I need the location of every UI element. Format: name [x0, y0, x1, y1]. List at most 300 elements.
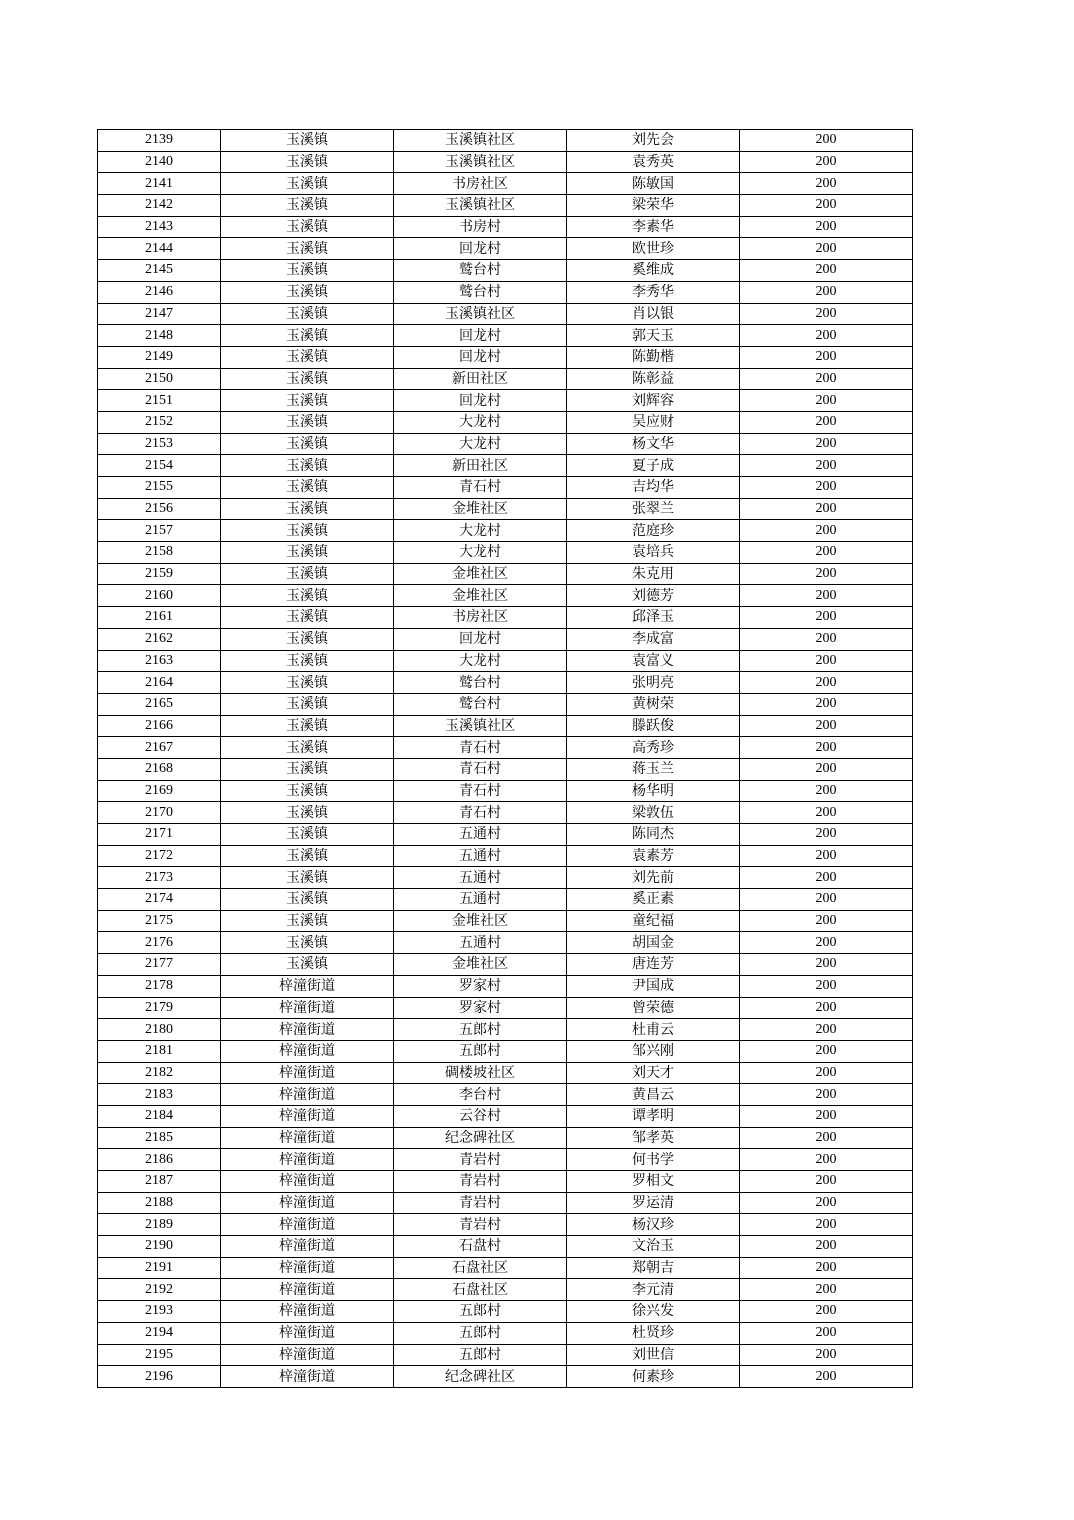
cell-amount: 200	[740, 1062, 913, 1084]
cell-person-name: 刘先会	[567, 130, 740, 152]
cell-number: 2153	[98, 433, 221, 455]
cell-number: 2193	[98, 1301, 221, 1323]
cell-village: 纪念碑社区	[394, 1366, 567, 1388]
cell-village: 大龙村	[394, 542, 567, 564]
cell-person-name: 张翠兰	[567, 498, 740, 520]
cell-amount: 200	[740, 1301, 913, 1323]
table-row	[98, 260, 913, 282]
cell-village: 五通村	[394, 867, 567, 889]
cell-village: 罗家村	[394, 975, 567, 997]
cell-number: 2181	[98, 1040, 221, 1062]
cell-town: 玉溪镇	[221, 932, 394, 954]
cell-person-name: 罗运清	[567, 1192, 740, 1214]
cell-person-name: 尹国成	[567, 975, 740, 997]
cell-village: 青石村	[394, 780, 567, 802]
cell-amount: 200	[740, 151, 913, 173]
cell-amount: 200	[740, 1019, 913, 1041]
table-row	[98, 628, 913, 650]
cell-amount: 200	[740, 802, 913, 824]
cell-village: 回龙村	[394, 325, 567, 347]
cell-village: 碉楼坡社区	[394, 1062, 567, 1084]
table-row	[98, 1257, 913, 1279]
cell-town: 玉溪镇	[221, 260, 394, 282]
cell-town: 玉溪镇	[221, 303, 394, 325]
cell-person-name: 杜贤珍	[567, 1322, 740, 1344]
cell-number: 2184	[98, 1105, 221, 1127]
cell-person-name: 邹孝英	[567, 1127, 740, 1149]
table-row	[98, 802, 913, 824]
cell-number: 2179	[98, 997, 221, 1019]
cell-person-name: 范庭珍	[567, 520, 740, 542]
table-row	[98, 997, 913, 1019]
cell-town: 梓潼街道	[221, 1062, 394, 1084]
cell-amount: 200	[740, 390, 913, 412]
cell-person-name: 杨文华	[567, 433, 740, 455]
cell-town: 梓潼街道	[221, 1214, 394, 1236]
cell-person-name: 刘德芳	[567, 585, 740, 607]
cell-amount: 200	[740, 845, 913, 867]
cell-person-name: 梁荣华	[567, 195, 740, 217]
cell-town: 玉溪镇	[221, 238, 394, 260]
cell-town: 梓潼街道	[221, 1366, 394, 1388]
cell-number: 2185	[98, 1127, 221, 1149]
cell-number: 2161	[98, 607, 221, 629]
cell-town: 玉溪镇	[221, 368, 394, 390]
cell-number: 2194	[98, 1322, 221, 1344]
cell-amount: 200	[740, 1257, 913, 1279]
table-row	[98, 758, 913, 780]
cell-person-name: 滕跃俊	[567, 715, 740, 737]
table-row	[98, 1171, 913, 1193]
cell-person-name: 刘辉容	[567, 390, 740, 412]
cell-amount: 200	[740, 1214, 913, 1236]
table-body	[98, 130, 913, 1388]
cell-town: 玉溪镇	[221, 130, 394, 152]
table-row	[98, 1127, 913, 1149]
cell-person-name: 胡国金	[567, 932, 740, 954]
cell-town: 玉溪镇	[221, 780, 394, 802]
cell-village: 书房社区	[394, 173, 567, 195]
cell-town: 玉溪镇	[221, 954, 394, 976]
cell-person-name: 奚正素	[567, 889, 740, 911]
cell-person-name: 曾荣德	[567, 997, 740, 1019]
cell-person-name: 邱泽玉	[567, 607, 740, 629]
cell-village: 石盘村	[394, 1236, 567, 1258]
cell-amount: 200	[740, 303, 913, 325]
cell-number: 2172	[98, 845, 221, 867]
cell-amount: 200	[740, 455, 913, 477]
cell-amount: 200	[740, 867, 913, 889]
table-row	[98, 845, 913, 867]
cell-number: 2163	[98, 650, 221, 672]
cell-number: 2168	[98, 758, 221, 780]
cell-person-name: 杨汉珍	[567, 1214, 740, 1236]
table-row	[98, 303, 913, 325]
table-row	[98, 1322, 913, 1344]
cell-amount: 200	[740, 1322, 913, 1344]
cell-number: 2140	[98, 151, 221, 173]
cell-person-name: 袁培兵	[567, 542, 740, 564]
cell-village: 大龙村	[394, 520, 567, 542]
cell-town: 梓潼街道	[221, 1149, 394, 1171]
cell-village: 青岩村	[394, 1214, 567, 1236]
cell-town: 梓潼街道	[221, 1127, 394, 1149]
cell-number: 2155	[98, 477, 221, 499]
cell-town: 梓潼街道	[221, 997, 394, 1019]
cell-town: 梓潼街道	[221, 1279, 394, 1301]
cell-town: 玉溪镇	[221, 151, 394, 173]
table-row	[98, 607, 913, 629]
cell-person-name: 吴应财	[567, 411, 740, 433]
cell-person-name: 李元清	[567, 1279, 740, 1301]
cell-village: 玉溪镇社区	[394, 151, 567, 173]
cell-person-name: 文治玉	[567, 1236, 740, 1258]
cell-person-name: 何素珍	[567, 1366, 740, 1388]
cell-village: 五通村	[394, 824, 567, 846]
cell-number: 2166	[98, 715, 221, 737]
table-row	[98, 1301, 913, 1323]
table-row	[98, 585, 913, 607]
cell-number: 2159	[98, 563, 221, 585]
cell-town: 梓潼街道	[221, 1344, 394, 1366]
cell-person-name: 罗相文	[567, 1171, 740, 1193]
cell-amount: 200	[740, 932, 913, 954]
cell-person-name: 陈同杰	[567, 824, 740, 846]
cell-amount: 200	[740, 650, 913, 672]
cell-town: 玉溪镇	[221, 411, 394, 433]
cell-person-name: 奚维成	[567, 260, 740, 282]
cell-person-name: 邹兴刚	[567, 1040, 740, 1062]
table-row	[98, 975, 913, 997]
cell-amount: 200	[740, 477, 913, 499]
cell-amount: 200	[740, 281, 913, 303]
cell-amount: 200	[740, 910, 913, 932]
cell-number: 2195	[98, 1344, 221, 1366]
cell-town: 玉溪镇	[221, 195, 394, 217]
cell-amount: 200	[740, 1279, 913, 1301]
cell-amount: 200	[740, 563, 913, 585]
cell-person-name: 何书学	[567, 1149, 740, 1171]
cell-town: 玉溪镇	[221, 824, 394, 846]
cell-person-name: 陈敏国	[567, 173, 740, 195]
cell-village: 书房社区	[394, 607, 567, 629]
cell-number: 2191	[98, 1257, 221, 1279]
cell-town: 梓潼街道	[221, 1084, 394, 1106]
table-row	[98, 151, 913, 173]
cell-town: 玉溪镇	[221, 455, 394, 477]
table-row	[98, 390, 913, 412]
cell-person-name: 梁敦伍	[567, 802, 740, 824]
cell-amount: 200	[740, 216, 913, 238]
cell-village: 五通村	[394, 889, 567, 911]
cell-village: 石盘社区	[394, 1279, 567, 1301]
cell-amount: 200	[740, 693, 913, 715]
table-row	[98, 932, 913, 954]
table-row	[98, 173, 913, 195]
cell-village: 新田社区	[394, 368, 567, 390]
cell-village: 金堆社区	[394, 498, 567, 520]
cell-town: 玉溪镇	[221, 433, 394, 455]
table-row	[98, 1040, 913, 1062]
cell-town: 玉溪镇	[221, 650, 394, 672]
cell-town: 玉溪镇	[221, 563, 394, 585]
cell-town: 玉溪镇	[221, 520, 394, 542]
cell-village: 大龙村	[394, 411, 567, 433]
cell-town: 梓潼街道	[221, 975, 394, 997]
cell-town: 玉溪镇	[221, 542, 394, 564]
table-row	[98, 216, 913, 238]
cell-person-name: 欧世珍	[567, 238, 740, 260]
cell-number: 2151	[98, 390, 221, 412]
cell-person-name: 谭孝明	[567, 1105, 740, 1127]
cell-amount: 200	[740, 1084, 913, 1106]
cell-town: 玉溪镇	[221, 693, 394, 715]
cell-amount: 200	[740, 130, 913, 152]
cell-village: 鹫台村	[394, 693, 567, 715]
cell-town: 梓潼街道	[221, 1019, 394, 1041]
cell-town: 梓潼街道	[221, 1171, 394, 1193]
cell-amount: 200	[740, 585, 913, 607]
cell-amount: 200	[740, 607, 913, 629]
cell-village: 金堆社区	[394, 585, 567, 607]
cell-number: 2164	[98, 672, 221, 694]
cell-amount: 200	[740, 433, 913, 455]
cell-number: 2165	[98, 693, 221, 715]
cell-amount: 200	[740, 737, 913, 759]
cell-village: 五通村	[394, 932, 567, 954]
cell-town: 玉溪镇	[221, 758, 394, 780]
cell-village: 回龙村	[394, 346, 567, 368]
cell-village: 金堆社区	[394, 910, 567, 932]
cell-number: 2145	[98, 260, 221, 282]
cell-town: 玉溪镇	[221, 889, 394, 911]
cell-village: 大龙村	[394, 433, 567, 455]
table-row	[98, 195, 913, 217]
cell-number: 2139	[98, 130, 221, 152]
cell-number: 2176	[98, 932, 221, 954]
cell-number: 2146	[98, 281, 221, 303]
cell-amount: 200	[740, 1105, 913, 1127]
cell-village: 青石村	[394, 758, 567, 780]
cell-number: 2177	[98, 954, 221, 976]
cell-person-name: 陈彰益	[567, 368, 740, 390]
cell-amount: 200	[740, 520, 913, 542]
cell-town: 玉溪镇	[221, 498, 394, 520]
cell-village: 五通村	[394, 845, 567, 867]
cell-person-name: 肖以银	[567, 303, 740, 325]
cell-amount: 200	[740, 1040, 913, 1062]
cell-amount: 200	[740, 1171, 913, 1193]
cell-village: 五郎村	[394, 1344, 567, 1366]
cell-town: 梓潼街道	[221, 1040, 394, 1062]
cell-amount: 200	[740, 1236, 913, 1258]
cell-person-name: 童纪福	[567, 910, 740, 932]
cell-number: 2190	[98, 1236, 221, 1258]
cell-amount: 200	[740, 325, 913, 347]
table-row	[98, 1236, 913, 1258]
cell-town: 玉溪镇	[221, 173, 394, 195]
table-row	[98, 824, 913, 846]
table-row	[98, 1344, 913, 1366]
cell-amount: 200	[740, 628, 913, 650]
table-row	[98, 1192, 913, 1214]
table-row	[98, 477, 913, 499]
table-row	[98, 130, 913, 152]
table-row	[98, 433, 913, 455]
cell-amount: 200	[740, 1344, 913, 1366]
cell-town: 玉溪镇	[221, 607, 394, 629]
cell-person-name: 陈勤楷	[567, 346, 740, 368]
cell-number: 2192	[98, 1279, 221, 1301]
cell-number: 2152	[98, 411, 221, 433]
cell-village: 五郎村	[394, 1322, 567, 1344]
cell-number: 2189	[98, 1214, 221, 1236]
table-row	[98, 780, 913, 802]
cell-number: 2144	[98, 238, 221, 260]
cell-number: 2148	[98, 325, 221, 347]
cell-town: 玉溪镇	[221, 737, 394, 759]
cell-village: 青岩村	[394, 1192, 567, 1214]
cell-number: 2186	[98, 1149, 221, 1171]
cell-person-name: 袁秀英	[567, 151, 740, 173]
cell-person-name: 黄树荣	[567, 693, 740, 715]
cell-number: 2149	[98, 346, 221, 368]
cell-town: 梓潼街道	[221, 1236, 394, 1258]
cell-town: 玉溪镇	[221, 216, 394, 238]
cell-town: 玉溪镇	[221, 390, 394, 412]
cell-village: 青石村	[394, 737, 567, 759]
cell-village: 青石村	[394, 477, 567, 499]
cell-village: 青岩村	[394, 1171, 567, 1193]
cell-amount: 200	[740, 411, 913, 433]
cell-town: 玉溪镇	[221, 477, 394, 499]
cell-number: 2182	[98, 1062, 221, 1084]
cell-town: 梓潼街道	[221, 1301, 394, 1323]
cell-number: 2173	[98, 867, 221, 889]
cell-person-name: 袁素芳	[567, 845, 740, 867]
cell-town: 玉溪镇	[221, 346, 394, 368]
cell-amount: 200	[740, 1127, 913, 1149]
cell-number: 2196	[98, 1366, 221, 1388]
cell-number: 2156	[98, 498, 221, 520]
table-row	[98, 1279, 913, 1301]
cell-village: 玉溪镇社区	[394, 715, 567, 737]
cell-town: 梓潼街道	[221, 1322, 394, 1344]
cell-village: 回龙村	[394, 238, 567, 260]
cell-village: 五郎村	[394, 1019, 567, 1041]
cell-number: 2158	[98, 542, 221, 564]
cell-amount: 200	[740, 542, 913, 564]
cell-person-name: 李素华	[567, 216, 740, 238]
table-row	[98, 1149, 913, 1171]
table-row	[98, 1019, 913, 1041]
cell-town: 玉溪镇	[221, 867, 394, 889]
cell-town: 玉溪镇	[221, 715, 394, 737]
cell-person-name: 李秀华	[567, 281, 740, 303]
cell-number: 2154	[98, 455, 221, 477]
cell-person-name: 刘先前	[567, 867, 740, 889]
cell-village: 回龙村	[394, 628, 567, 650]
table-row	[98, 693, 913, 715]
table-row	[98, 520, 913, 542]
table-row	[98, 542, 913, 564]
cell-amount: 200	[740, 368, 913, 390]
cell-person-name: 黄昌云	[567, 1084, 740, 1106]
cell-number: 2167	[98, 737, 221, 759]
cell-person-name: 刘天才	[567, 1062, 740, 1084]
cell-number: 2142	[98, 195, 221, 217]
cell-amount: 200	[740, 1192, 913, 1214]
cell-person-name: 夏子成	[567, 455, 740, 477]
cell-amount: 200	[740, 715, 913, 737]
cell-amount: 200	[740, 1366, 913, 1388]
cell-person-name: 高秀珍	[567, 737, 740, 759]
cell-amount: 200	[740, 758, 913, 780]
cell-village: 鹫台村	[394, 260, 567, 282]
table-row	[98, 498, 913, 520]
table-row	[98, 867, 913, 889]
cell-town: 梓潼街道	[221, 1257, 394, 1279]
table-row	[98, 368, 913, 390]
cell-number: 2147	[98, 303, 221, 325]
cell-village: 玉溪镇社区	[394, 130, 567, 152]
cell-person-name: 杜甫云	[567, 1019, 740, 1041]
cell-amount: 200	[740, 260, 913, 282]
cell-person-name: 张明亮	[567, 672, 740, 694]
cell-person-name: 袁富义	[567, 650, 740, 672]
cell-town: 玉溪镇	[221, 281, 394, 303]
table-row	[98, 346, 913, 368]
cell-village: 青石村	[394, 802, 567, 824]
cell-number: 2157	[98, 520, 221, 542]
cell-person-name: 徐兴发	[567, 1301, 740, 1323]
cell-person-name: 李成富	[567, 628, 740, 650]
table-row	[98, 1214, 913, 1236]
cell-amount: 200	[740, 672, 913, 694]
cell-number: 2188	[98, 1192, 221, 1214]
cell-number: 2178	[98, 975, 221, 997]
table-row	[98, 1084, 913, 1106]
cell-amount: 200	[740, 889, 913, 911]
cell-town: 玉溪镇	[221, 672, 394, 694]
cell-number: 2162	[98, 628, 221, 650]
cell-village: 纪念碑社区	[394, 1127, 567, 1149]
cell-amount: 200	[740, 498, 913, 520]
cell-amount: 200	[740, 173, 913, 195]
table-row	[98, 1105, 913, 1127]
cell-amount: 200	[740, 346, 913, 368]
cell-amount: 200	[740, 195, 913, 217]
table-row	[98, 954, 913, 976]
table-row	[98, 715, 913, 737]
cell-amount: 200	[740, 975, 913, 997]
cell-amount: 200	[740, 824, 913, 846]
cell-person-name: 朱克用	[567, 563, 740, 585]
cell-town: 玉溪镇	[221, 628, 394, 650]
table-row	[98, 1366, 913, 1388]
cell-town: 玉溪镇	[221, 845, 394, 867]
cell-number: 2183	[98, 1084, 221, 1106]
cell-town: 梓潼街道	[221, 1192, 394, 1214]
cell-number: 2150	[98, 368, 221, 390]
cell-person-name: 吉均华	[567, 477, 740, 499]
table-row	[98, 455, 913, 477]
table-row	[98, 563, 913, 585]
cell-town: 玉溪镇	[221, 802, 394, 824]
table-row	[98, 672, 913, 694]
cell-number: 2187	[98, 1171, 221, 1193]
table-row	[98, 411, 913, 433]
